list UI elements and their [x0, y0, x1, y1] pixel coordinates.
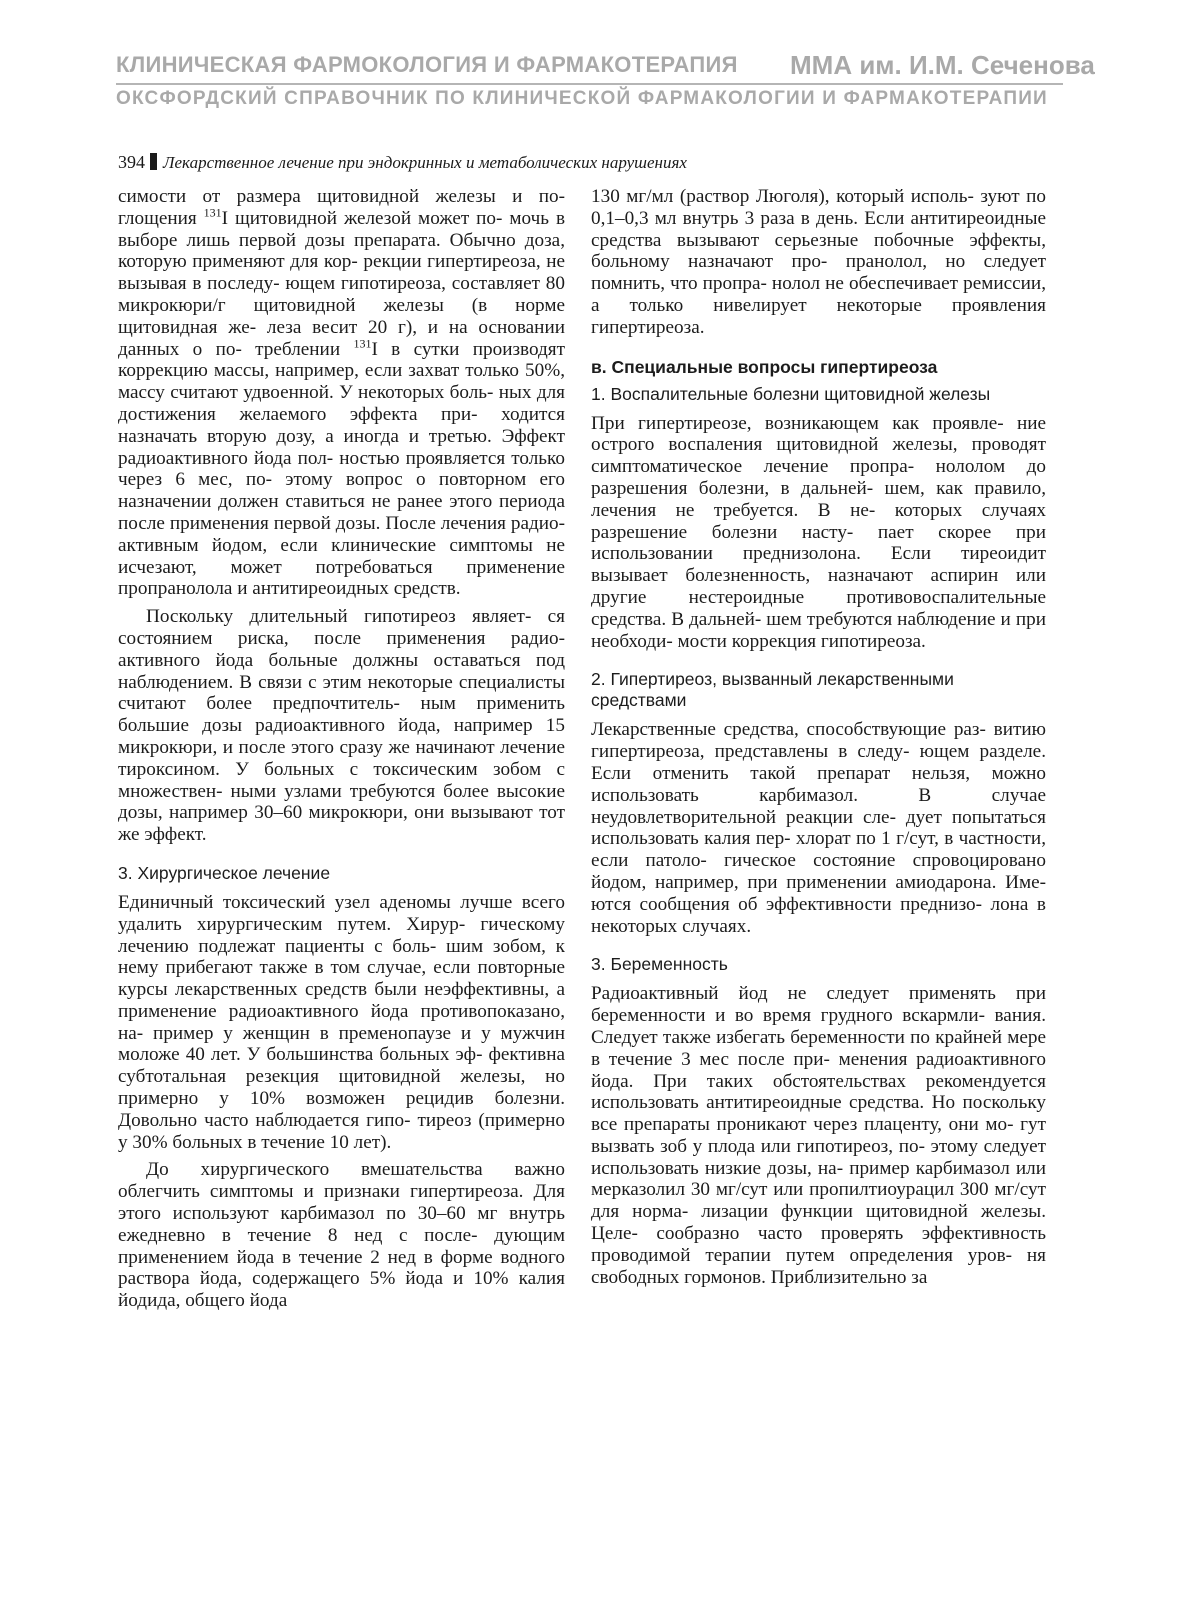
- paragraph: [118, 186, 565, 600]
- header-series-title: ОКСФОРДСКИЙ СПРАВОЧНИК ПО КЛИНИЧЕСКОЙ ФАРМАКОЛОГИИ И ФАРМАКОТЕРАПИИ: [116, 88, 1048, 109]
- header-institution: ММА им. И.М. Сеченова: [790, 50, 1095, 80]
- header-book-title: КЛИНИЧЕСКАЯ ФАРМОКОЛОГИЯ И ФАРМАКОТЕРАПИЯ: [116, 52, 738, 77]
- paragraph: Единичный токсический узел аденомы лучше всего удалить хирургическим путем. Хирур- гическому лечению подлежат пациенты с боль- шим зобом, к нему прибегают также в том случае, если повторные курсы лекарственных средств были неэффективны, а применение радиоактивного йода противопоказано, на- пример у женщин в пременопаузе и у мужчин моложе 40 лет. У большинства больных эф- фективна субтотальная резекция щитовидной железы, но примерно у 10% возможен рецидив болезни. Довольно часто наблюдается гипо- тиреоз (примерно у 30% больных в течение 10 лет).: [118, 891, 565, 1153]
- header-line-2: [0, 88, 1195, 118]
- superscript: 131: [353, 336, 372, 351]
- section-heading-surgery: 3. Хирургическое лечение: [118, 862, 331, 883]
- running-head-marker: [150, 153, 157, 170]
- running-head: [118, 152, 1058, 173]
- paragraph-text: I в сутки производят коррекцию массы, например, если захват только 50%, массу считают удвоенной. У некоторых боль- ных для достижения желаемого эффекта при- ходится назначать вторую дозу, а иногда и третью. Эффект радиоактивного йода пол- ностью проявляется только через 6 мес, по- этому вопрос о повторном его назначении должен ставиться не ранее этого периода после применения первой дозы. После лечения радио- активным йодом, если клинические симптомы не исчезают, может потребоваться применение пропранолола и антитиреоидных средств.: [118, 338, 565, 600]
- chapter-title: Лекарственное лечение при эндокринных и метаболических нарушениях: [163, 153, 687, 172]
- paragraph: При гипертиреозе, возникающем как проявле- ние острого воспаления щитовидной железы, проводят симптоматическое лечение пропра- нололом до разрешения болезни, в дальней- шем, как правило, лечения не требуется. В не- которых случаях разрешение болезни насту- пает скорее при использовании преднизолона. Если тиреоидит вызывает болезненность, назначают аспирин или другие нестероидные противовоспалительные средства. В дальней- шем требуются наблюдение и при необходи- мости коррекция гипотиреоза.: [591, 412, 1046, 652]
- paragraph-text: симости от размера щитовидной железы и по- глощения: [118, 186, 565, 229]
- page-number: 394: [118, 152, 145, 172]
- section-heading-special-issues: в. Специальные вопросы гипертиреоза: [591, 356, 938, 377]
- left-column: [118, 186, 565, 1312]
- right-column: [591, 186, 1046, 1288]
- paragraph: 130 мг/мл (раствор Люголя), который исполь- зуют по 0,1–0,3 мл внутрь 3 раза в день. Если антитиреоидные средства вызывают серьезные побочные эффекты, больному назначают про- пранолол, но следует помнить, что пропра- нолол не обеспечивает ремиссии, а только нивелирует некоторые проявления гипертиреоза.: [591, 186, 1046, 338]
- header-line-1: [0, 50, 1195, 84]
- paragraph: До хирургического вмешательства важно облегчить симптомы и признаки гипертиреоза. Для этого используют карбимазол по 30–60 мг внутрь ежедневно в течение 8 нед с после- дующим применением йода в течение 2 нед в форме водного раствора йода, содержащего 5% йода и 10% калия йодида, общего йода: [118, 1159, 565, 1312]
- section-heading-drug-induced: 2. Гипертиреоз, вызванный лекарственными средствами: [591, 669, 954, 711]
- section-heading-pregnancy: 3. Беременность: [591, 954, 728, 975]
- paragraph: Лекарственные средства, способствующие раз- витию гипертиреоза, представлены в следу- ющем разделе. Если отменить такой препарат нельзя, можно использовать карбимазол. В случае неудовлетворительной реакции сле- дует попытаться использовать калия пер- хлорат по 1 г/сут, в частности, если патоло- гическое состояние спровоцировано йодом, например, при применении амиодарона. Име- ются сообщения об эффективности преднизо- лона в некоторых случаях.: [591, 719, 1046, 937]
- paragraph: Радиоактивный йод не следует применять при беременности и во время грудного вскармли- вания. Следует также избегать беременности по крайней мере в течение 3 мес после при- менения радиоактивного йода. При таких обстоятельствах рекомендуется использовать антитиреоидные средства. Но поскольку все препараты проникают через плаценту, они мо- гут вызвать зоб у плода или гипотиреоз, по- этому следует использовать низкие дозы, на- пример карбимазол или мерказолил 30 мг/сут или пропилтиоурацил 300 мг/сут для норма- лизации функции щитовидной железы. Целе- сообразно часто проверять эффективность проводимой терапии путем определения уров- ня свободных гормонов. Приблизительно за: [591, 983, 1046, 1288]
- section-heading-inflammatory: 1. Воспалительные болезни щитовидной железы: [591, 383, 991, 404]
- header-divider: [116, 83, 1063, 85]
- paragraph-text: I щитовидной железой может по- мочь в выборе лишь первой дозы препарата. Обычно доза, которую применяют для кор- рекции гипертиреоза, не вызывая в последу- ющем гипотиреоза, составляет 80 микрокюри/г щитовидной железы (в норме щитовидная же- леза весит 20 г), и на основании данных о по- треблении: [118, 207, 566, 360]
- superscript: 131: [203, 205, 222, 220]
- paragraph: Поскольку длительный гипотиреоз являет- ся состоянием риска, после применения радио- активного йода больные должны оставаться под наблюдением. В связи с этим некоторые специалисты считают более предпочтитель- ным применить большие дозы радиоактивного йода, например 15 микрокюри, и после этого сразу же начинают лечение тироксином. У больных с токсическим зобом с множествен- ными узлами требуются более высокие дозы, например 30–60 микрокюри, они вызывают тот же эффект.: [118, 606, 565, 846]
